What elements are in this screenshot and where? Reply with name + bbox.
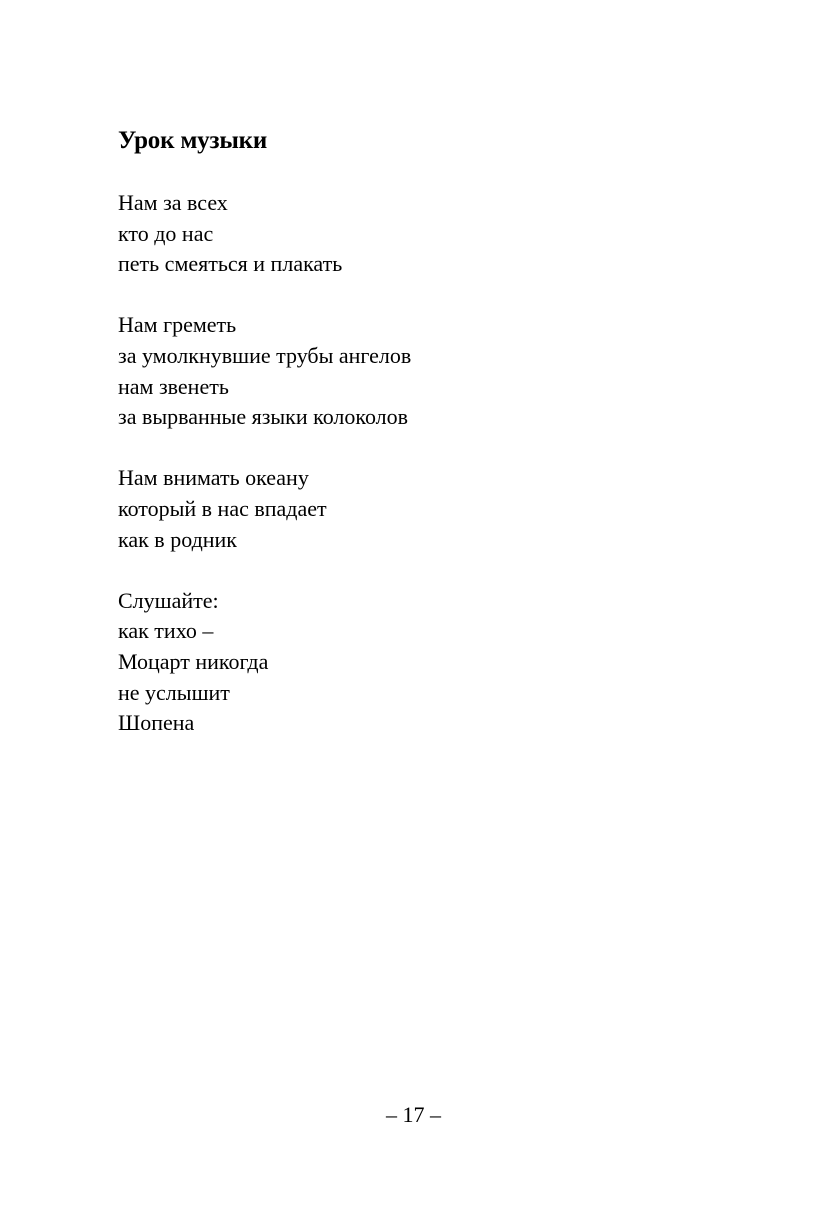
poem-line: петь смеяться и плакать xyxy=(118,251,343,277)
poem-line: Нам за всех xyxy=(118,190,228,215)
poem-line: за вырванные языки колоколов xyxy=(118,404,409,430)
stanza-1 xyxy=(118,188,411,280)
stanza-2 xyxy=(118,310,411,432)
poem-line: Слушайте: xyxy=(118,587,219,613)
poem-line: Нам внимать океану xyxy=(118,465,309,491)
poem-line: Шопена xyxy=(118,710,195,736)
poem-line: Нам греметь xyxy=(118,312,237,338)
poem-line: за умолкнувшие трубы ангелов xyxy=(118,342,412,368)
page-number: – 17 – xyxy=(386,1102,441,1127)
poem-body xyxy=(118,188,411,739)
poem-line: кто до нас xyxy=(118,220,214,246)
poem-line: как тихо – xyxy=(118,618,214,644)
poem-line: Моцарт никогда xyxy=(118,648,269,674)
poem-line: нам звенеть xyxy=(118,373,229,399)
poem-line: который в нас впадает xyxy=(118,495,327,521)
poem-title: Урок музыки xyxy=(118,127,268,154)
poem-line: не услышит xyxy=(118,679,230,705)
poem-line: как в родник xyxy=(118,526,237,552)
stanza-3 xyxy=(118,463,411,555)
stanza-4 xyxy=(118,586,411,739)
